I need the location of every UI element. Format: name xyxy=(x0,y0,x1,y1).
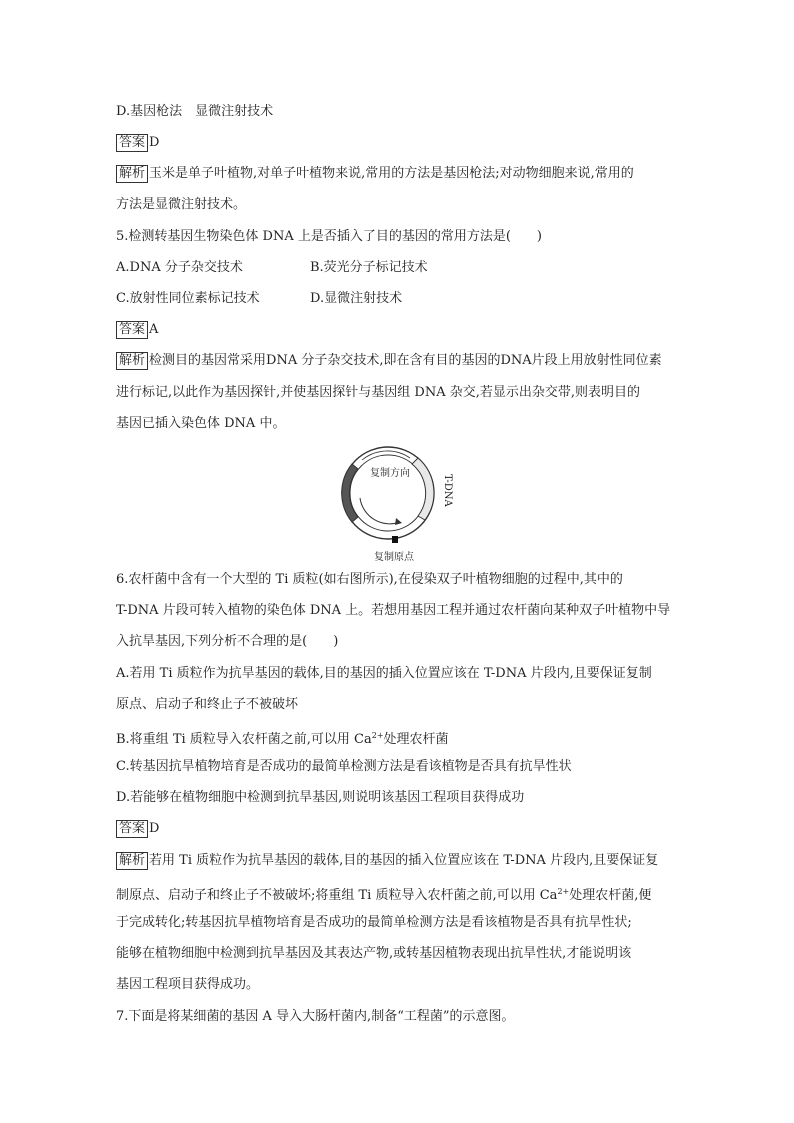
q5-options-row-2 xyxy=(116,290,616,308)
q6-option-d: D.若能够在植物细胞中检测到抗旱基因,则说明该基因工程项目获得成功 xyxy=(116,790,525,805)
analysis-label: 解析 xyxy=(116,352,148,370)
q6-option-b: B.将重组 Ti 质粒导入农杆菌之前,可以用 $Ca^{2+}$处理农杆菌 xyxy=(116,731,449,747)
direction-arrow-icon xyxy=(395,518,402,525)
analysis-label: 解析 xyxy=(116,852,148,870)
label-replication-direction: 复制方向 xyxy=(370,468,410,479)
q6-stem-line-1: 6.农杆菌中含有一个大型的 Ti 质粒(如右图所示),在侵染双子叶植物细胞的过程中,其中的 xyxy=(116,572,623,587)
answer-value: D xyxy=(149,135,160,150)
tdna-segment xyxy=(412,458,434,520)
answer-value: A xyxy=(149,322,159,337)
q4-analysis-line-2: 方法是显微注射技术。 xyxy=(116,197,247,212)
q4-answer xyxy=(116,134,159,152)
q6-stem-line-2: T-DNA 片段可转入植物的染色体 DNA 上。若想用基因工程并通过农杆菌向某种双子叶植物中导 xyxy=(116,603,671,618)
analysis-label: 解析 xyxy=(116,165,148,183)
answer-label: 答案 xyxy=(116,321,148,339)
label-origin: 复制原点 xyxy=(374,552,414,563)
q5-analysis-line-2: 进行标记,以此作为基因探针,并使基因探针与基因组 DNA 杂交,若显示出杂交带,则表明目的 xyxy=(116,385,640,400)
q5-answer xyxy=(116,321,158,339)
q5-option-c: C.放射性同位素标记技术 xyxy=(116,291,260,306)
q6-option-a-line-1: A.若用 Ti 质粒作为抗旱基因的载体,目的基因的插入位置应该在 T-DNA 片段内,且要保证复制 xyxy=(116,666,652,681)
q5-options-row-1 xyxy=(116,259,616,277)
q6-analysis-line-4: 能够在植物细胞中检测到抗旱基因及其表达产物,或转基因植物表现出抗旱性状,才能说明该 xyxy=(116,946,632,961)
q6-stem-line-3: 入抗旱基因,下列分析不合理的是( ) xyxy=(116,634,339,649)
answer-label: 答案 xyxy=(116,820,148,838)
q7-stem: 7.下面是将某细菌的基因 A 导入大肠杆菌内,制备“工程菌”的示意图。 xyxy=(116,1009,515,1024)
q6-analysis-line-5: 基因工程项目获得成功。 xyxy=(116,977,260,992)
q4-option-d: D.基因枪法 显微注射技术 xyxy=(116,104,274,119)
q5-analysis-line-1: 解析 检测目的基因常采用DNA 分子杂交技术,即在含有目的基因的DNA片段上用放射性同位素 xyxy=(116,352,662,370)
ti-plasmid-diagram xyxy=(330,440,470,565)
q5-option-b: B.荧光分子标记技术 xyxy=(310,260,428,275)
q5-option-d: D.显微注射技术 xyxy=(310,291,403,306)
q6-option-a-line-2: 原点、启动子和终止子不被破坏 xyxy=(116,697,299,712)
dark-gene-segment xyxy=(342,464,358,522)
answer-value: D xyxy=(149,821,160,836)
q6-analysis-line-3: 于完成转化;转基因抗旱植物培育是否成功的最简单检测方法是看该植物是否具有抗旱性状; xyxy=(116,915,632,930)
q4-analysis-line-1: 解析 玉米是单子叶植物,对单子叶植物来说,常用的方法是基因枪法;对动物细胞来说,常用的 xyxy=(116,165,634,183)
q5-option-a: A.DNA 分子杂交技术 xyxy=(116,260,243,275)
label-tdna: T-DNA xyxy=(442,474,453,507)
direction-arc xyxy=(360,498,400,524)
q6-analysis-line-1: 解析 若用 Ti 质粒作为抗旱基因的载体,目的基因的插入位置应该在 T-DNA 片段内,且要保证复 xyxy=(116,852,658,870)
answer-label: 答案 xyxy=(116,134,148,152)
q6-option-c: C.转基因抗旱植物培育是否成功的最简单检测方法是看该植物是否具有抗旱性状 xyxy=(116,759,572,774)
q6-analysis-line-2: 制原点、启动子和终止子不被破坏;将重组 Ti 质粒导入农杆菌之前,可以用 $Ca^{2+}$处理农杆菌,便 xyxy=(116,887,652,903)
origin-marker xyxy=(392,536,398,543)
q6-answer xyxy=(116,820,159,838)
q5-analysis-line-3: 基因已插入染色体 DNA 中。 xyxy=(116,416,286,431)
q5-stem: 5.检测转基因生物染色体 DNA 上是否插入了目的基因的常用方法是( ) xyxy=(116,229,542,244)
